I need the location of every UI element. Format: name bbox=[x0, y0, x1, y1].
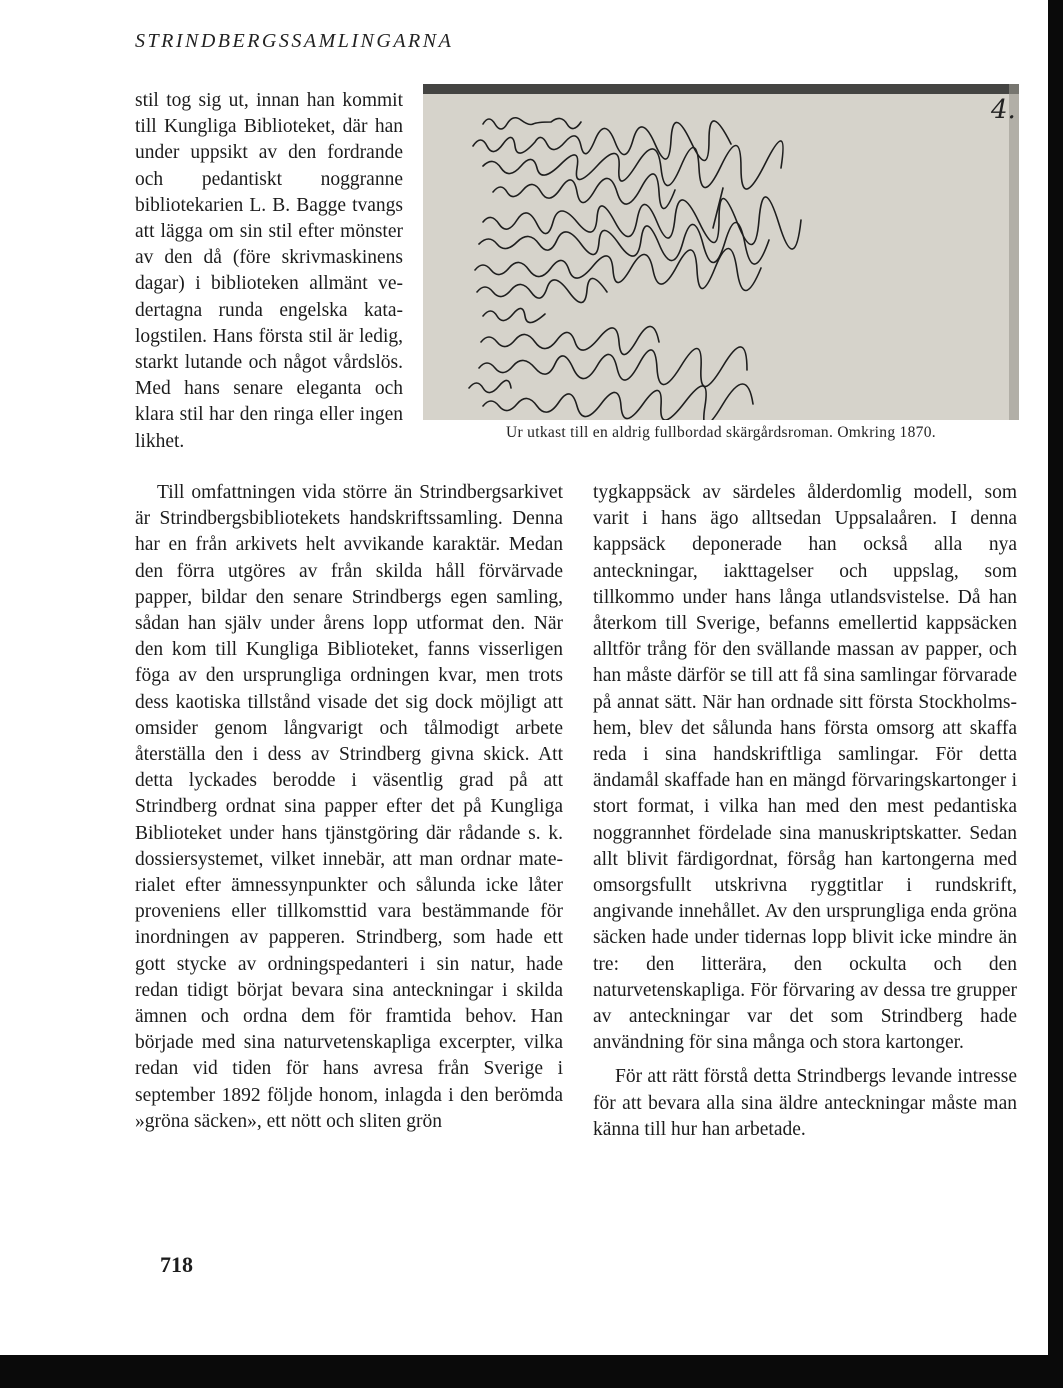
left-column bbox=[135, 480, 563, 1135]
right-column bbox=[593, 480, 1017, 1143]
left-column-paragraph: Till omfattningen vida större än Strindbergsarkivet är Strindbergsbibliotekets handskriftssamling. Denna har en från arkivets helt avvikande karaktär. Medan den förra utgöres av från skilda håll förvärvade papper, bildar den senare Strindbergs egen samling, sådan han själv under årens lopp utformat den. När den kom till Kungliga Biblioteket, fanns visserligen föga av den ursprungliga ordningen kvar, men trots dess kaotiska tillstånd visade det sig dock möjligt att omsider genom långvarigt och tålmodigt arbete återställa den i dess av Strindberg givna skick. Att detta lyckades berodde i väsentlig grad på att Strindberg ordnat sina papper efter det på Kungliga Biblioteket under hans tjänstgöring där rådande s. k. dossiersystemet, vilket innebär, att man ordnar materialet efter ämnessynpunkter och sålunda icke låter proveniens eller tillkomsttid vara bestämmande för inordningen av papperen. Strindberg, som hade ett gott stycke av ordningspedanteri i sin natur, hade redan tidigt börjat bevara sina anteckningar i skilda ämnen och ordna dem för framtida behov. Han började med sina naturvetenskapliga excerpter, vilka redan vid tiden för hans avresa från Sverige i september 1892 följde honom, inlagda i den berömda »gröna säcken», ett nött och sliten grön bbox=[135, 482, 563, 1132]
intro-paragraph: stil tog sig ut, innan han kommit till Kungliga Biblioteket, där han under uppsikt av den fordrande och pedantiskt noggranne bibliotekarien L. B. Bagge tvangs att lägga om sin stil efter mönster av den då (före skrivmaskinens dagar) i biblioteken allmänt vedertagna runda engelska katalogstilen. Hans första stil är ledig, starkt lutande och något vårdslös. Med hans senare eleganta och klara stil har den ringa eller ingen likhet. bbox=[135, 90, 403, 452]
manuscript-image bbox=[423, 84, 1019, 420]
running-header: STRINDBERGSSAMLINGARNA bbox=[135, 30, 454, 52]
right-column-paragraph-1: tygkappsäck av särdeles ålderdomlig modell, som varit i hans ägo alltsedan Uppsalaåren. I denna kappsäck deponerade han också alla nya anteckningar, iakttagelser och uppslag, som tillkommo under hans långa utlandsvistelse. Då han återkom till Sverige, befanns emellertid kappsäcken alltför trång för den svällande massan av papper, och han måste därför se till att få sina samlingar förvarade på annat sätt. När han ordnade sitt första Stockholmshem, blev det sålunda hans första omsorg att skaffa reda i sina handskriftliga samlingar. För detta ändamål skaffade han en mängd förvaringskartonger i stort format, i vilka han med den mest pedantiska noggrannhet fördelade sina manuskriptskatter. Sedan allt blivit färdigordnat, försåg han kartongerna med omsorgsfullt utskrivna ryggtitlar i rundskrift, angivande innehållet. Av den ursprungliga enda gröna säcken hade under tidernas lopp blivit icke mindre än tre: den litterära, den ockulta och den naturvetenskapliga. För förvaring av dessa tre grupper av anteckningar var det som Strindberg hade användning för sina många och stora kartonger. bbox=[593, 482, 1017, 1054]
scan-border-bottom bbox=[0, 1355, 1063, 1388]
manuscript-corner-mark: 4. bbox=[991, 95, 1016, 125]
right-column-paragraph-2: För att rätt förstå detta Strindbergs levande intresse för att bevara alla sina äldre anteckningar måste man känna till hur han arbetade. bbox=[593, 1066, 1017, 1140]
figure-caption: Ur utkast till en aldrig fullbordad skärgårdsroman. Omkring 1870. bbox=[506, 424, 936, 441]
intro-column bbox=[135, 88, 403, 455]
handwriting-illustration bbox=[423, 84, 1019, 420]
page-number: 718 bbox=[160, 1252, 193, 1277]
scan-border-right bbox=[1048, 0, 1063, 1388]
